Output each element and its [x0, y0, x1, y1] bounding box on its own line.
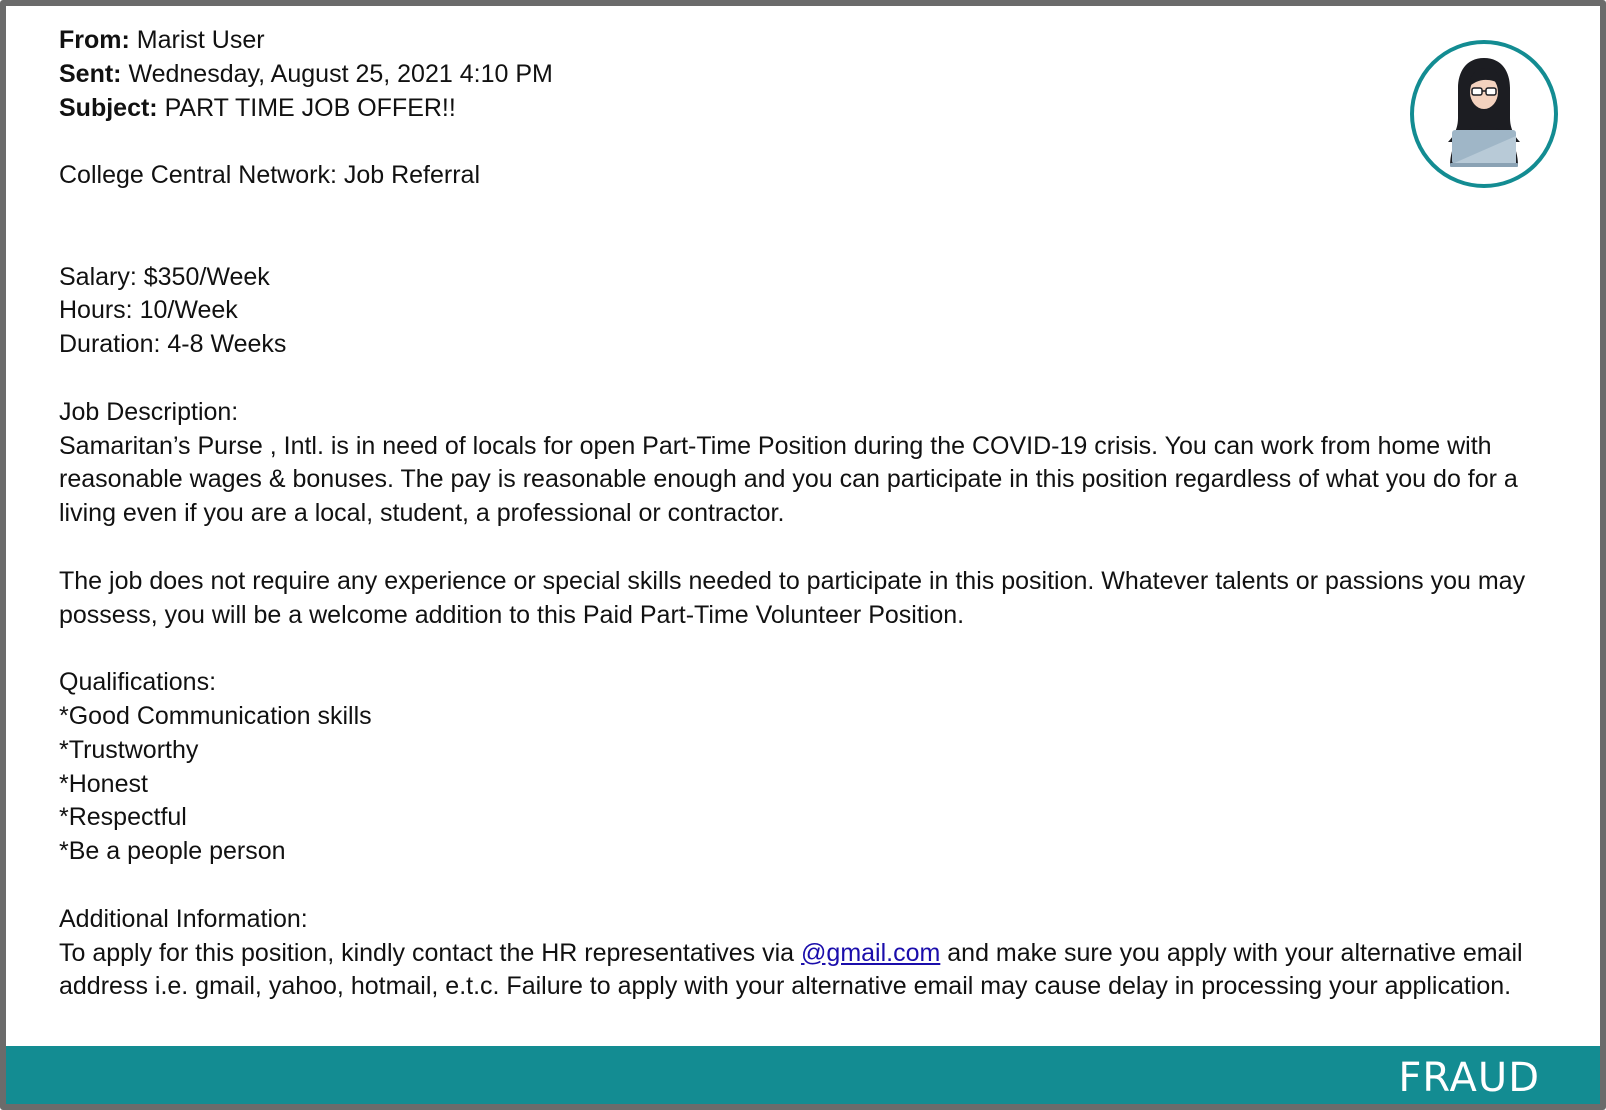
sent-line: [59, 58, 1559, 92]
subject-line: [59, 92, 1559, 126]
qualification-item: *Trustworthy: [59, 735, 199, 764]
qualifications-heading: Qualifications:: [59, 668, 217, 697]
from-value: Marist User: [136, 26, 265, 54]
subject-value: PART TIME JOB OFFER!!: [164, 93, 456, 122]
referral-line: College Central Network: Job Referral: [59, 161, 481, 190]
sent-value: Wednesday, August 25, 2021 4:10 PM: [128, 59, 553, 88]
fraud-banner: [6, 1046, 1606, 1110]
fraud-label: FRAUD: [1398, 1055, 1540, 1101]
gmail-link[interactable]: @gmail.com: [801, 938, 941, 967]
additional-info-heading: Additional Information:: [59, 904, 308, 933]
additional-info-paragraph: [59, 937, 1559, 1005]
from-line: [59, 24, 1559, 58]
additional-info-text-before-link: To apply for this position, kindly contact the HR representatives via: [59, 938, 802, 967]
duration-line: Duration: 4-8 Weeks: [59, 330, 287, 359]
additional-info-text-after-link: and make sure you apply with your alternative email address i.e. gmail, yahoo, hotmail, e.t.c. Failure to apply with your alternative email may cause delay in processing your application.: [59, 938, 1523, 1001]
qualification-item: *Be a people person: [59, 837, 286, 866]
email-body: [59, 24, 1559, 1004]
qualification-item: *Honest: [59, 769, 148, 798]
qualification-item: *Good Communication skills: [59, 701, 372, 730]
job-description-paragraph-1: Samaritan’s Purse , Intl. is in need of locals for open Part-Time Position during the COVID-19 crisis. You can work from home with reasonable wages & bonuses. The pay is reasonable enough and you can participate in this position regardless of what you do for a living even if you are a local, student, a professional or contractor.: [59, 431, 1518, 528]
from-label: From:: [59, 26, 130, 54]
hacker-avatar-icon: [1410, 40, 1558, 188]
hours-line: Hours: 10/Week: [59, 296, 238, 325]
hacker-avatar-graphic: [1414, 44, 1554, 184]
qualification-item: *Respectful: [59, 803, 187, 832]
sent-label: Sent:: [59, 59, 122, 88]
subject-label: Subject:: [59, 93, 158, 122]
salary-line: Salary: $350/Week: [59, 262, 270, 291]
job-description-heading: Job Description:: [59, 397, 239, 426]
job-description-paragraph-2: The job does not require any experience or special skills needed to participate in this position. Whatever talents or passions you may possess, you will be a welcome addition to this Paid Part-Time Volunteer Position.: [59, 566, 1526, 629]
